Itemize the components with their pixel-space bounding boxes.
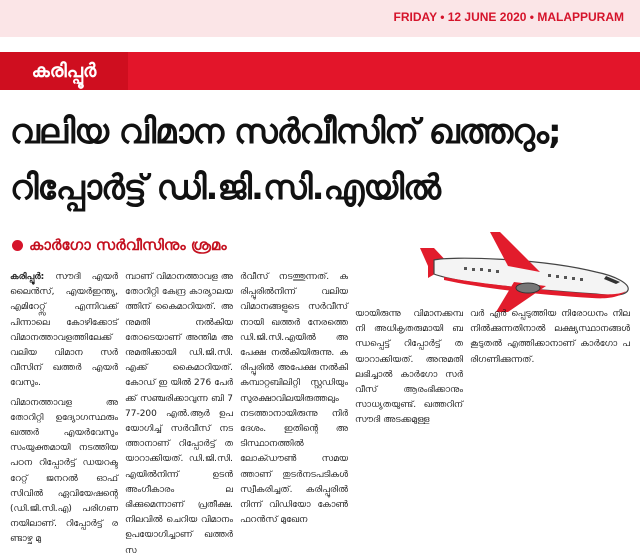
headline-line-2: റിപ്പോർട്ട് ഡി.ജി.സി.എയിൽ <box>10 168 441 208</box>
article-paragraph <box>10 270 118 392</box>
article-text: സൗദി എയർലൈൻസ്, എയർഇന്ത്യ, എമിറേറ്റ്സ് എന്നിവക്ക് പിന്നാലെ കോഴിക്കോട് വിമാനത്താവളത്തിലേക്ക് വലിയ വിമാന സർവീസിന് ഖത്തർ എയർവേസും. <box>10 272 118 389</box>
dateline: FRIDAY • 12 JUNE 2020 • MALAPPURAM <box>393 10 624 24</box>
article-paragraph: വർ എർ പ്പെടുത്തിയ നിരോധനം നിലനിൽക്കുന്നതിനാൽ ലക്ഷ്യസ്ഥാനങ്ങൾ കൂടുതൽ എത്തിക്കാനാണ് കാർഗോ പരിഗണിക്കുന്നത്. <box>470 309 630 365</box>
article-column-2 <box>125 270 233 556</box>
article-column-3 <box>240 270 348 526</box>
bullet-dot-icon <box>12 240 23 251</box>
article-paragraph: യായിരുന്നു വിമാനക്കമ്പനി അധികൃതരുമായി ബന്ധപ്പെട്ട് റിപ്പോർട്ട് തയാറാക്കിയത്. അനുമതി ലഭിച്ചാൽ കാർഗോ സർവീസ് ആരംഭിക്കാനും സാധ്യതയുണ്ട്. ഖത്തറിന് സൗദി അടക്കമുള്ള <box>355 309 463 426</box>
article-paragraph: ർവീസ് നടത്തുന്നത്. കരിപ്പൂരിൽനിന്ന് വലിയ വിമാനങ്ങളുടെ സർവീസ് നായി ഖത്തർ നേരത്തെ ഡി.ജി.സി.എയിൽ അപേക്ഷ നൽകിയിരുന്നു. കരിപ്പൂരിൽ അപേക്ഷ നൽകി കമ്പാറ്റബിലിറ്റി സ്റ്റഡിയും സുരക്ഷാവിലയിരുത്തലും നടത്താനായിരുന്നു നിർദേശം. ഇതിന്റെ അടിസ്ഥാനത്തിൽ ലോക്ഡൗൺ സമയത്താണ് തുടർനടപടികൾ സ്വീകരിച്ചത്. കരിപ്പൂരിൽനിന്ന് വിഡിയോ കോൺഫറൻസ് മുഖേന <box>240 272 348 526</box>
article-dateline: കരിപ്പൂർ: <box>10 272 45 282</box>
subhead-text: കാർഗോ സർവീസിനും ശ്രമം <box>29 236 227 254</box>
headline-line-1: വലിയ വിമാന സർവീസിന് ഖത്തറും; <box>10 112 561 152</box>
airplane-icon <box>420 218 634 316</box>
subhead <box>12 233 227 257</box>
article-paragraph: വിമാനത്താവള അതോറിറ്റി ഉദ്യോഗസ്ഥരും ഖത്തർ എയർവേസും സംയുക്തമായി നടത്തിയ പഠന റിപ്പോർട്ട് ഡയറക്ടറേറ്റ് ജനറൽ ഓഫ് സിവിൽ ഏവിയേഷന്റെ (ഡി.ജി.സി.എ) പരിഗണനയിലാണ്. റിപ്പോർട്ട് രണ്ടാഴ്ച മു <box>10 397 118 545</box>
article-column-1 <box>10 270 118 545</box>
article-column-4 <box>355 307 463 436</box>
article-column-5 <box>470 307 630 436</box>
masthead-band <box>0 0 640 37</box>
section-label: കരിപ്പൂർ <box>0 52 128 90</box>
article-paragraph: മ്പാണ് വിമാനത്താവള അതോറിറ്റി കേന്ദ്ര കാര്യാലയത്തിന് കൈമാറിയത്. അനുമതി നൽകിയതോടെയാണ് അന്തിമ അനുമതിക്കായി ഡി.ജി.സി.എക്ക് കൈമാറിയത്. കോഡ് ഇ യിൽ 276 പേർക്ക് സഞ്ചരിക്കാവുന്ന ബി 777-200 എൽ.ആർ ഉപയോഗിച്ച് സർവീസ് നടത്താനാണ് റിപ്പോർട്ട് തയാറാക്കിയത്. ഡി.ജി.സി.എയിൽനിന്ന് ഉടൻ അംഗീകാരം ലഭിക്കുമെന്നാണ് പ്രതീക്ഷ. നിലവിൽ ചെറിയ വിമാനം ഉപയോഗിച്ചാണ് ഖത്തർ സ <box>125 272 233 556</box>
headline <box>10 104 630 216</box>
